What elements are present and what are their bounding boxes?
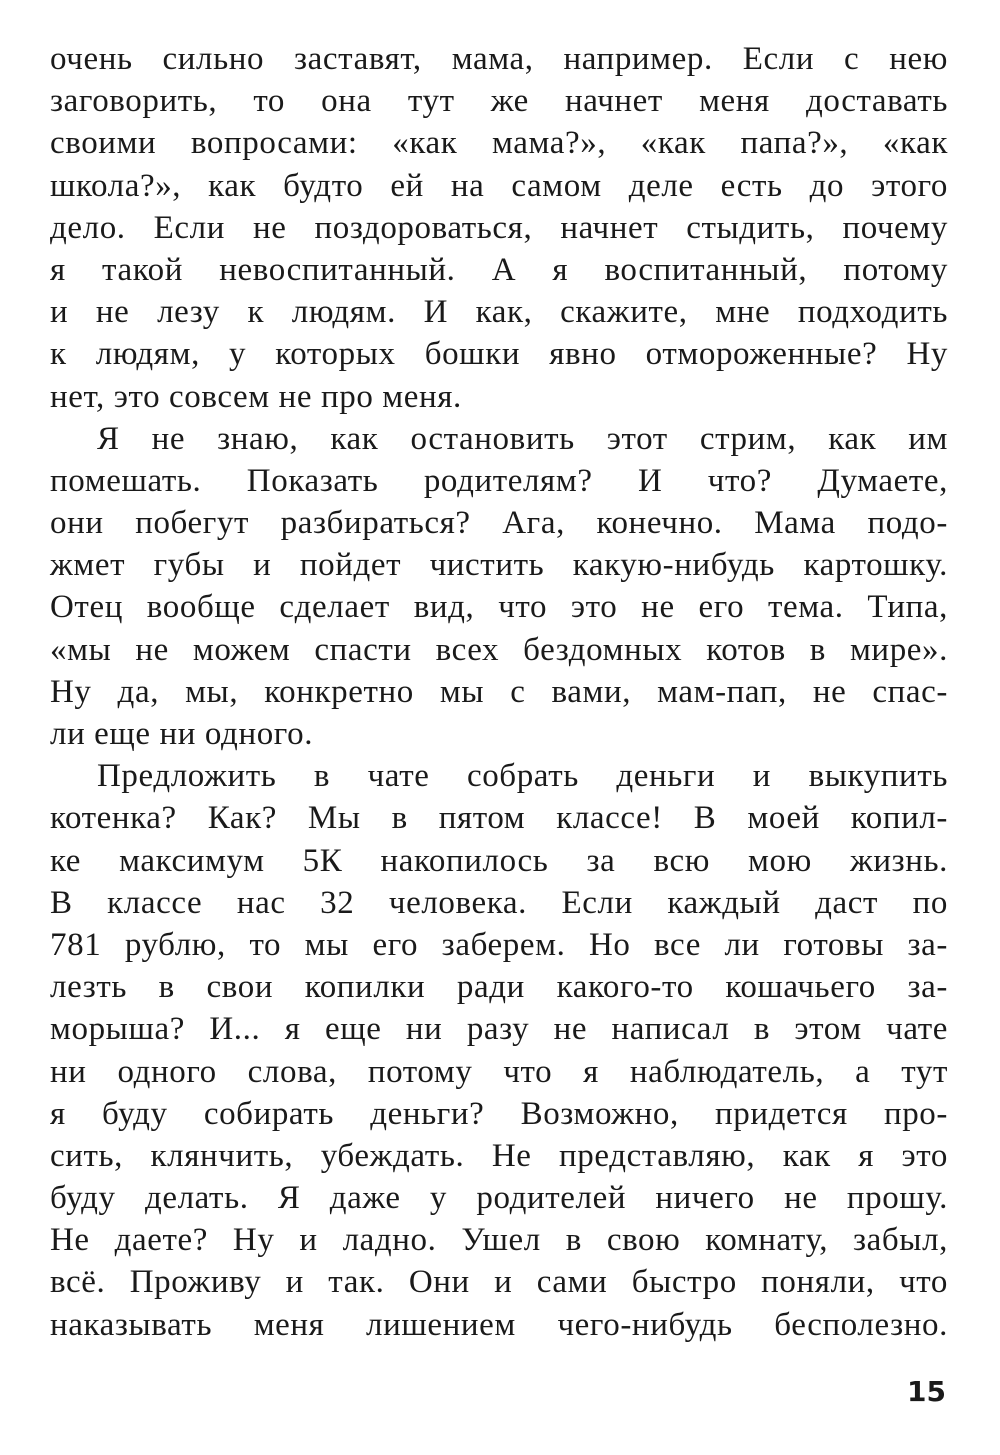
body-text	[50, 38, 948, 1346]
text-line: жмет губы и пойдет чистить какую-нибудь картошку.	[50, 547, 948, 584]
text-line: Не даете? Ну и ладно. Ушел в свою комнату, забыл,	[50, 1222, 948, 1259]
text-line: заговорить, то она тут же начнет меня доставать	[50, 83, 948, 120]
text-line: я такой невоспитанный. А я воспитанный, потому	[50, 251, 948, 288]
text-line: дело. Если не поздороваться, начнет стыдить, почему	[50, 209, 948, 246]
text-line: к людям, у которых бошки явно отмороженные? Ну	[50, 336, 948, 373]
text-line: помешать. Показать родителям? И что? Думаете,	[50, 462, 948, 499]
text-line: лезть в свои копилки ради какого-то кошачьего за-	[50, 969, 948, 1006]
text-line: ли еще ни одного.	[50, 716, 314, 752]
text-line: и не лезу к людям. И как, скажите, мне подходить	[50, 294, 948, 331]
text-line: сить, клянчить, убеждать. Не представляю, как я это	[50, 1137, 948, 1174]
text-line: Отец вообще сделает вид, что это не его тема. Типа,	[50, 589, 948, 626]
text-line: школа?», как будто ей на самом деле есть до этого	[50, 167, 948, 204]
text-line: Я не знаю, как остановить этот стрим, как им	[97, 420, 948, 457]
text-line: морыша? И... я еще ни разу не написал в этом чате	[50, 1011, 948, 1048]
text-line: ке максимум 5К накопилось за всю мою жизнь.	[50, 842, 948, 879]
text-line: «мы не можем спасти всех бездомных котов в мире».	[50, 631, 948, 668]
text-line: я буду собирать деньги? Возможно, придется про-	[50, 1095, 948, 1132]
text-line: ни одного слова, потому что я наблюдатель, а тут	[50, 1053, 948, 1090]
text-line: нет, это совсем не про меня.	[50, 378, 462, 415]
paragraph-2	[50, 418, 948, 756]
paragraph-3	[50, 755, 948, 1346]
paragraph-1	[50, 38, 948, 418]
text-line: наказывать меня лишением чего-нибудь бесполезно.	[50, 1306, 948, 1343]
text-line: В классе нас 32 человека. Если каждый даст по	[50, 884, 948, 921]
text-line: они побегут разбираться? Ага, конечно. Мама подо-	[50, 505, 948, 542]
text-line: всё. Проживу и так. Они и сами быстро поняли, что	[50, 1264, 948, 1301]
text-line: Предложить в чате собрать деньги и выкупить	[97, 758, 948, 795]
text-line: Ну да, мы, конкретно мы с вами, мам-пап, не спас-	[50, 673, 948, 710]
text-line: своими вопросами: «как мама?», «как папа?», «как	[50, 125, 948, 162]
page-number: 15	[907, 1375, 946, 1408]
book-page	[50, 38, 948, 1428]
text-line: котенка? Как? Мы в пятом классе! В моей копил-	[50, 800, 948, 837]
text-line: буду делать. Я даже у родителей ничего не прошу.	[50, 1180, 948, 1217]
text-line: очень сильно заставят, мама, например. Если с нею	[50, 41, 948, 77]
text-line: 781 рублю, то мы его заберем. Но все ли готовы за-	[50, 926, 948, 963]
